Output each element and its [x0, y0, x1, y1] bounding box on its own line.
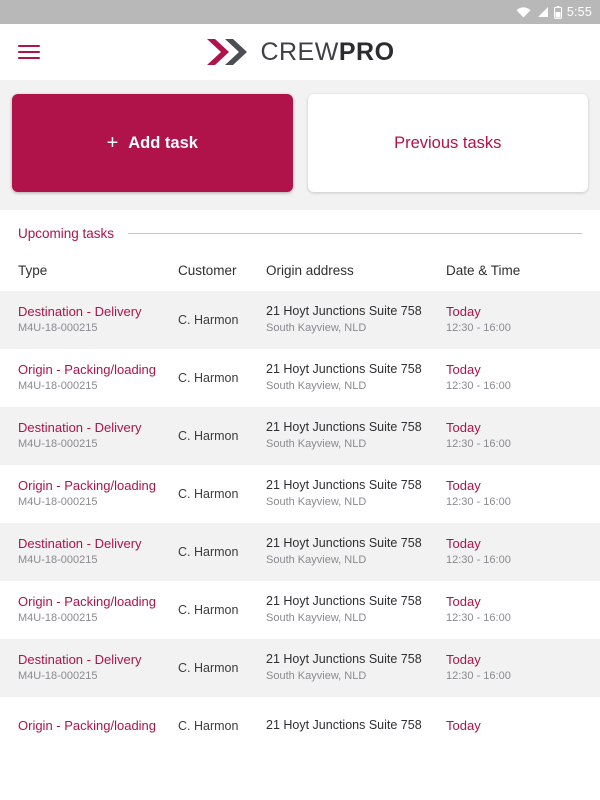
- task-type: Origin - Packing/loading: [18, 477, 157, 493]
- task-address-line2: South Kayview, NLD: [266, 495, 367, 508]
- task-type: Destination - Delivery: [18, 535, 142, 551]
- signal-icon: [536, 6, 549, 18]
- section-header: [0, 210, 600, 251]
- task-address-line2: South Kayview, NLD: [266, 437, 367, 450]
- action-buttons: [0, 80, 600, 204]
- previous-tasks-button[interactable]: [308, 94, 589, 192]
- battery-icon: [554, 6, 562, 19]
- task-address-line2: South Kayview, NLD: [266, 379, 367, 392]
- task-type: Destination - Delivery: [18, 651, 142, 667]
- task-customer: C. Harmon: [178, 661, 239, 675]
- brand-text-first: CREW: [260, 37, 339, 66]
- task-address-line1: 21 Hoyt Junctions Suite 758: [266, 478, 422, 493]
- section-title: Upcoming tasks: [18, 226, 115, 241]
- task-address-line1: 21 Hoyt Junctions Suite 758: [266, 420, 422, 435]
- table-row[interactable]: [0, 407, 600, 465]
- task-customer: C. Harmon: [178, 719, 239, 733]
- task-customer: C. Harmon: [178, 371, 239, 385]
- table-row[interactable]: [0, 581, 600, 639]
- task-customer: C. Harmon: [178, 487, 239, 501]
- table-row[interactable]: [0, 349, 600, 407]
- task-customer: C. Harmon: [178, 313, 239, 327]
- table-row[interactable]: [0, 523, 600, 581]
- hamburger-menu-icon[interactable]: [18, 45, 40, 59]
- task-reference: M4U-18-000215: [18, 438, 98, 451]
- task-customer: C. Harmon: [178, 429, 239, 443]
- task-customer: C. Harmon: [178, 545, 239, 559]
- header-date-time: Date & Time: [446, 262, 521, 278]
- tasks-table: [0, 251, 600, 755]
- table-row[interactable]: [0, 291, 600, 349]
- status-bar: [0, 0, 600, 24]
- task-time: 12:30 - 16:00: [446, 322, 511, 335]
- task-address-line2: South Kayview, NLD: [266, 669, 367, 682]
- table-rows: [0, 291, 600, 755]
- task-reference: M4U-18-000215: [18, 554, 98, 567]
- task-time: 12:30 - 16:00: [446, 554, 511, 567]
- task-time: 12:30 - 16:00: [446, 438, 511, 451]
- content-area: [0, 80, 600, 800]
- task-date: Today: [446, 419, 481, 435]
- task-address-line2: South Kayview, NLD: [266, 553, 367, 566]
- task-customer: C. Harmon: [178, 603, 239, 617]
- task-address-line2: South Kayview, NLD: [266, 321, 367, 334]
- task-address-line1: 21 Hoyt Junctions Suite 758: [266, 718, 422, 733]
- task-reference: M4U-18-000215: [18, 496, 98, 509]
- task-type: Destination - Delivery: [18, 303, 142, 319]
- brand: [0, 35, 600, 69]
- task-address-line1: 21 Hoyt Junctions Suite 758: [266, 652, 422, 667]
- task-reference: M4U-18-000215: [18, 380, 98, 393]
- add-task-label: Add task: [128, 133, 198, 152]
- status-time: 5:55: [566, 5, 592, 19]
- header-origin-address: Origin address: [266, 262, 354, 278]
- table-header-row: [0, 251, 600, 291]
- header-customer: Customer: [178, 262, 237, 278]
- task-type: Origin - Packing/loading: [18, 593, 157, 609]
- task-time: 12:30 - 16:00: [446, 380, 511, 393]
- table-row[interactable]: [0, 465, 600, 523]
- brand-text: [260, 38, 394, 67]
- task-address-line1: 21 Hoyt Junctions Suite 758: [266, 362, 422, 377]
- task-type: Origin - Packing/loading: [18, 361, 157, 377]
- task-reference: M4U-18-000215: [18, 670, 98, 683]
- task-date: Today: [446, 651, 481, 667]
- task-date: Today: [446, 303, 481, 319]
- task-time: 12:30 - 16:00: [446, 670, 511, 683]
- task-date: Today: [446, 477, 481, 493]
- header-type: Type: [18, 262, 48, 278]
- task-address-line1: 21 Hoyt Junctions Suite 758: [266, 594, 422, 609]
- add-task-button[interactable]: [12, 94, 293, 192]
- status-icons: [516, 6, 562, 19]
- task-date: Today: [446, 361, 481, 377]
- upcoming-tasks-panel: [0, 210, 600, 800]
- section-divider: [128, 233, 582, 234]
- task-type: Origin - Packing/loading: [18, 717, 157, 733]
- task-reference: M4U-18-000215: [18, 322, 98, 335]
- app-bar: [0, 24, 600, 80]
- task-time: 12:30 - 16:00: [446, 612, 511, 625]
- task-address-line1: 21 Hoyt Junctions Suite 758: [266, 304, 422, 319]
- plus-icon: +: [106, 131, 119, 154]
- table-row[interactable]: [0, 697, 600, 755]
- task-date: Today: [446, 535, 481, 551]
- table-row[interactable]: [0, 639, 600, 697]
- task-date: Today: [446, 717, 481, 733]
- wifi-icon: [516, 6, 531, 18]
- task-date: Today: [446, 593, 481, 609]
- task-time: 12:30 - 16:00: [446, 496, 511, 509]
- brand-text-second: PRO: [338, 37, 395, 66]
- task-address-line2: South Kayview, NLD: [266, 611, 367, 624]
- task-reference: M4U-18-000215: [18, 612, 98, 625]
- previous-tasks-label: Previous tasks: [394, 133, 502, 152]
- crewpro-arrow-logo: [205, 35, 251, 69]
- task-address-line1: 21 Hoyt Junctions Suite 758: [266, 536, 422, 551]
- task-type: Destination - Delivery: [18, 419, 142, 435]
